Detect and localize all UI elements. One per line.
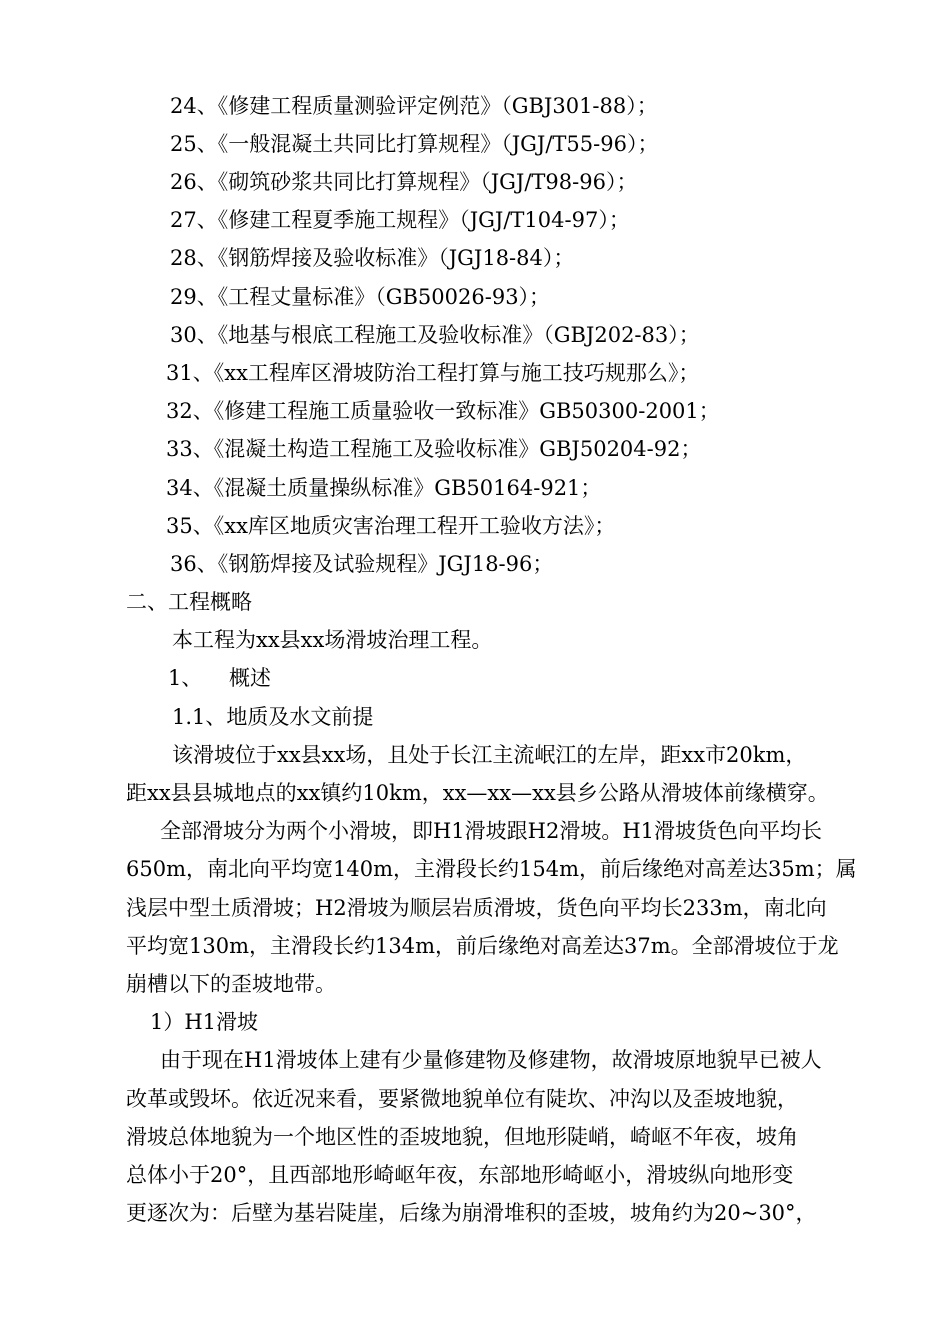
- paragraph-line: 浅层中型土质滑坡；H2滑坡为顺层岩质滑坡，货色向平均长233m，南北向: [126, 896, 827, 920]
- paragraph-line: 由于现在H1滑坡体上建有少量修建物及修建物，故滑坡原地貌早已被人: [160, 1048, 822, 1072]
- subsection-heading: 1.1、地质及水文前提: [172, 705, 374, 729]
- paragraph-line: 滑坡总体地貌为一个地区性的歪坡地貌，但地形陡峭，崎岖不年夜，坡角: [126, 1125, 798, 1149]
- paragraph-line: 平均宽130m，主滑段长约134m，前后缘绝对高差达37m。全部滑坡位于龙: [126, 934, 839, 958]
- paragraph-line: 该滑坡位于xx县xx场，且处于长江主流岷江的左岸，距xx市20km，: [172, 743, 807, 767]
- paragraph-line: 改革或毁坏。依近况来看，要紧微地貌单位有陡坎、冲沟以及歪坡地貌，: [126, 1087, 798, 1111]
- reference-item: 30、《地基与根底工程施工及验收标准》（GBJ202-83）；: [170, 323, 700, 347]
- reference-item: 33、《混凝土构造工程施工及验收标准》GBJ50204-92；: [166, 437, 702, 461]
- reference-item: 36、《钢筋焊接及试验规程》JGJ18-96；: [170, 552, 554, 576]
- reference-item: 32、《修建工程施工质量验收一致标准》GB50300-2001；: [166, 399, 720, 423]
- intro-line: 本工程为xx县xx场滑坡治理工程。: [172, 628, 493, 652]
- item-heading: 1）H1滑坡: [150, 1010, 259, 1034]
- paragraph-line: 650m，南北向平均宽140m，主滑段长约154m，前后缘绝对高差达35m；属: [126, 857, 857, 881]
- reference-item: 25、《一般混凝土共同比打算规程》（JGJ/T55-96）；: [170, 132, 659, 156]
- paragraph-line: 更逐次为：后壁为基岩陡崖，后缘为崩滑堆积的歪坡，坡角约为20~30°，: [126, 1201, 817, 1225]
- reference-item: 35、《xx库区地质灾害治理工程开工验收方法》；: [166, 514, 616, 538]
- reference-item: 27、《修建工程夏季施工规程》（JGJ/T104-97）；: [170, 208, 630, 232]
- reference-item: 26、《砌筑砂浆共同比打算规程》（JGJ/T98-96）；: [170, 170, 638, 194]
- paragraph-line: 总体小于20°，且西部地形崎岖年夜，东部地形崎岖小，滑坡纵向地形变: [126, 1163, 794, 1187]
- reference-item: 29、《工程丈量标准》（GB50026-93）；: [170, 285, 551, 309]
- subsection-heading: 1、 概述: [168, 666, 272, 690]
- paragraph-line: 全部滑坡分为两个小滑坡，即H1滑坡跟H2滑坡。H1滑坡货色向平均长: [160, 819, 823, 843]
- section-heading: 二、工程概略: [126, 590, 252, 614]
- reference-item: 24、《修建工程质量测验评定例范》（GBJ301-88）；: [170, 94, 658, 118]
- reference-item: 28、《钢筋焊接及验收标准》（JGJ18-84）；: [170, 246, 575, 270]
- paragraph-line: 距xx县县城地点的xx镇约10km，xx—xx—xx县乡公路从滑坡体前缘横穿。: [126, 781, 829, 805]
- paragraph-line: 崩槽以下的歪坡地带。: [126, 972, 336, 996]
- reference-item: 34、《混凝土质量操纵标准》GB50164-921；: [166, 476, 602, 500]
- reference-item: 31、《xx工程库区滑坡防治工程打算与施工技巧规那么》；: [166, 361, 700, 385]
